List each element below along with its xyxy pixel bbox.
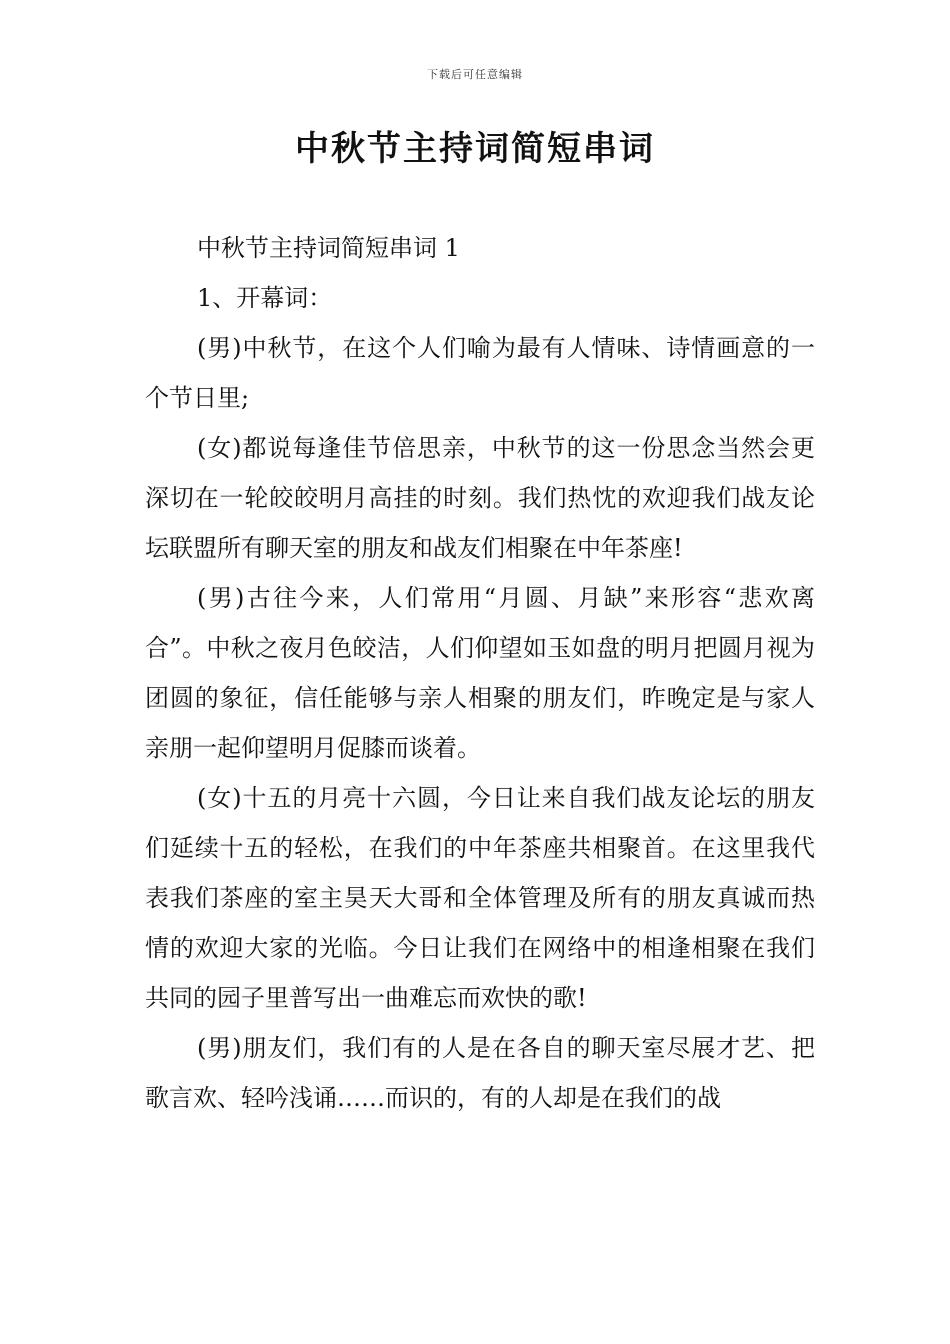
paragraph: (男)古往今来，人们常用“月圆、月缺”来形容“悲欢离合”。中秋之夜月色皎洁，人们仰望如玉如盘的明月把圆月视为团圆的象征，信任能够与亲人相聚的朋友们，昨晚定是与家人亲朋一起仰望明月促膝而谈着。 bbox=[145, 584, 815, 762]
section-heading: 1、开幕词： bbox=[197, 284, 333, 312]
document-title: 中秋节主持词简短串词 bbox=[295, 129, 655, 169]
header-note: 下载后可任意编辑 bbox=[427, 68, 523, 81]
paragraph: (男)中秋节，在这个人们喻为最有人情味、诗情画意的一个节日里; bbox=[145, 334, 815, 412]
paragraph: (男)朋友们，我们有的人是在各自的聊天室尽展才艺、把歌言欢、轻吟浅诵……而识的，有的人却是在我们的战 bbox=[145, 1034, 815, 1112]
document-subtitle: 中秋节主持词简短串词 1 bbox=[197, 234, 460, 262]
document-body bbox=[145, 223, 815, 1123]
paragraph: (女)都说每逢佳节倍思亲，中秋节的这一份思念当然会更深切在一轮皎皎明月高挂的时刻。我们热忱的欢迎我们战友论坛联盟所有聊天室的朋友和战友们相聚在中年茶座! bbox=[145, 434, 815, 562]
paragraph: (女)十五的月亮十六圆，今日让来自我们战友论坛的朋友们延续十五的轻松，在我们的中年茶座共相聚首。在这里我代表我们茶座的室主昊天大哥和全体管理及所有的朋友真诚而热情的欢迎大家的光临。今日让我们在网络中的相逢相聚在我们共同的园子里普写出一曲难忘而欢快的歌! bbox=[145, 784, 815, 1012]
